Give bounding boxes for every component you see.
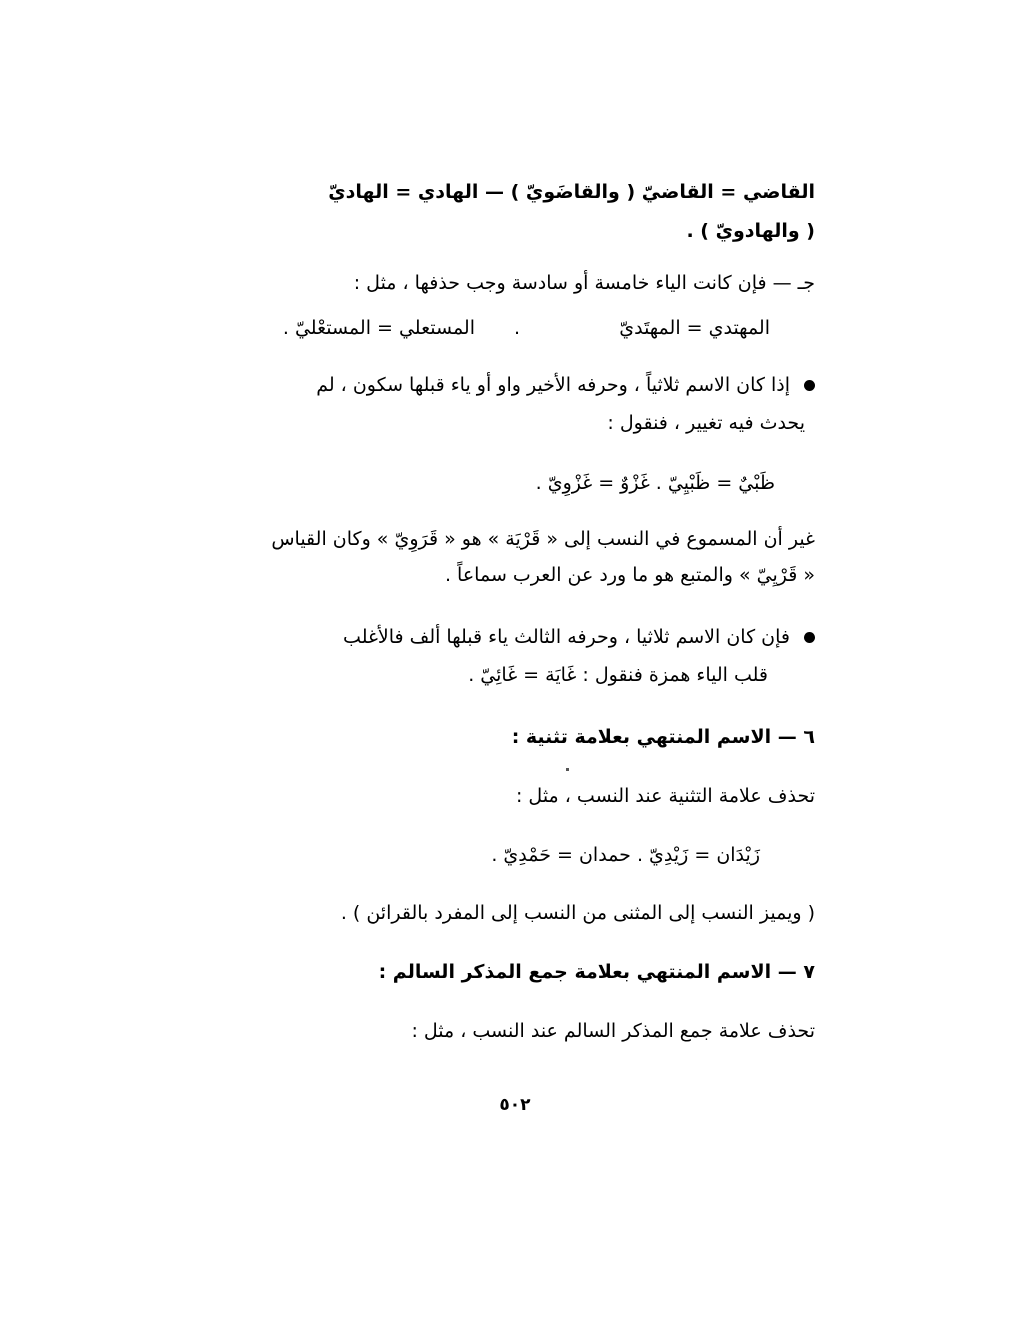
bullet-paragraph-1-line-2: يحدث فيه تغيير ، فنقول : [607,412,805,434]
bullet-paragraph-2-line-2: قلب الياء همزة فنقول : غَايَة = غَائِيّ . [468,664,768,686]
example-mustali: المستعلي = المستعْليّ . [282,317,475,339]
section-heading-6: ٦ — الاسم المنتهي بعلامة تثنية : [511,726,815,748]
example-line-hadawi: ( والهادويّ ) . [686,220,815,242]
example-muhtadi: المهتدي = المهتَديّ [619,317,770,339]
note-qarya-line-2: « قَرْيِيّ » والمتبع هو ما ورد عن العرب سماعاً . [444,564,815,586]
bullet-paragraph-1-line-1 [316,370,815,400]
example-line-qadi: القاضي = القاضيّ ( والقاضَويّ ) — الهادي = الهاديّ [328,181,815,203]
section-6-note: ( ويميز النسب إلى المثنى من النسب إلى المفرد بالقرائن ) . [340,902,815,924]
page-number: ٥٠٢ [499,1095,531,1115]
bullet-text: إذا كان الاسم ثلاثياً ، وحرفه الأخير واو أو ياء قبلها سكون ، لم [316,374,790,396]
bullet-text: فإن كان الاسم ثلاثيا ، وحرفه الثالث ياء قبلها ألف فالأغلب [343,626,790,648]
section-6-rule: تحذف علامة التثنية عند النسب ، مثل : [515,785,815,807]
bullet-icon [804,632,815,643]
section-7-rule: تحذف علامة جمع المذكر السالم عند النسب ، مثل : [411,1020,815,1042]
bullet-icon [804,380,815,391]
note-qarya-line-1: غير أن المسموع في النسب إلى « قَرْيَة » هو « قَرَوِيّ » وكان القياس [271,528,815,550]
example-zaby-ghazw: ظَبْيٌ = ظَبْيِيّ . غَزْوٌ = غَزْوِيّ . [535,472,775,494]
example-separator: . [513,317,520,339]
rule-c-heading: جـ — فإن كانت الياء خامسة أو سادسة وجب حذفها ، مثل : [353,272,815,294]
section-heading-7: ٧ — الاسم المنتهي بعلامة جمع المذكر السالم : [378,961,815,983]
bullet-paragraph-2-line-1 [343,622,815,652]
scan-speck [566,768,569,771]
example-zaydan-hamdan: زَيْدَان = زَيْدِيّ . حمدان = حَمْدِيّ . [491,844,760,866]
